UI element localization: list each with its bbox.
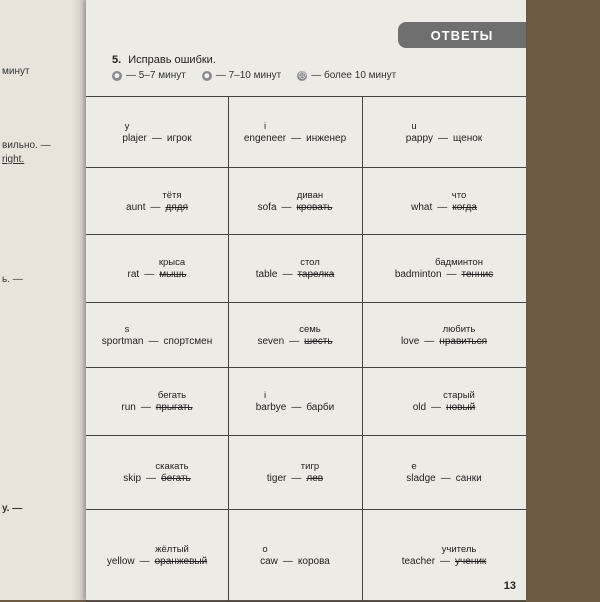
- table-cell: [228, 97, 362, 167]
- table-cell: [228, 234, 362, 302]
- crossed-out-translation: мышь: [159, 269, 187, 280]
- correction-text: бегать: [157, 390, 187, 401]
- correction-text: s: [124, 323, 130, 335]
- word-pair: [401, 336, 487, 347]
- task-heading: [112, 54, 216, 66]
- crossed-out-translation: шесть: [304, 335, 333, 347]
- english-word: plajer: [122, 133, 147, 144]
- correction-text: семь: [299, 323, 321, 335]
- correction-text: любить: [442, 323, 476, 335]
- crossed-out-translation: когда: [452, 201, 477, 213]
- english-word: seven: [257, 335, 285, 347]
- english-word: sportman: [101, 335, 144, 347]
- table-cell: [86, 367, 228, 435]
- correction-text: y: [124, 121, 130, 132]
- word-pair: [121, 402, 192, 413]
- translation: щенок: [453, 133, 483, 144]
- word-pair: [256, 402, 335, 413]
- left-text-line: ь. —: [2, 274, 23, 285]
- table-cell: [86, 234, 228, 302]
- dash-separator: —: [431, 402, 442, 413]
- crossed-out-translation: ученик: [455, 556, 487, 567]
- translation: игрок: [166, 133, 192, 144]
- column-divider: [228, 97, 229, 601]
- table-cell: [362, 435, 526, 509]
- crossed-out-translation: оранжевый: [154, 556, 208, 567]
- translation: корова: [297, 556, 330, 567]
- crossed-out-translation: теннис: [461, 269, 494, 280]
- table-cell: [362, 167, 526, 234]
- translation: спортсмен: [163, 335, 213, 347]
- crossed-out-translation: новый: [446, 402, 476, 413]
- table-cell: [228, 435, 362, 509]
- translation: санки: [455, 473, 482, 484]
- english-word: what: [411, 201, 433, 213]
- word-pair: [256, 269, 335, 280]
- table-row: [86, 234, 526, 303]
- timer-label: — более 10 минут: [311, 70, 397, 81]
- neutral-face-icon: ☻: [202, 70, 212, 80]
- correction-text: тигр: [300, 461, 320, 472]
- correction-text: e: [411, 461, 417, 472]
- smiley-face-icon: ☻: [112, 70, 122, 80]
- table-cell: [362, 367, 526, 435]
- correction-text: учитель: [441, 544, 477, 555]
- correction-text: жёлтый: [155, 544, 189, 555]
- left-text-line: right.: [2, 154, 25, 165]
- english-word: engeneer: [243, 133, 287, 144]
- english-word: rat: [127, 269, 140, 280]
- table-row: [86, 97, 526, 168]
- timer-hard: [297, 70, 396, 81]
- correction-text: старый: [443, 390, 475, 401]
- correction-text: бадминтон: [435, 257, 483, 268]
- left-text-line: минут: [2, 66, 30, 77]
- word-pair: [395, 269, 493, 280]
- word-pair: [123, 473, 191, 484]
- word-pair: [406, 473, 482, 484]
- table-cell: [86, 302, 228, 367]
- dash-separator: —: [437, 201, 448, 213]
- word-pair: [244, 133, 346, 144]
- crossed-out-translation: нравиться: [439, 335, 488, 347]
- word-pair: [122, 133, 191, 144]
- word-pair: [267, 473, 323, 484]
- crossed-out-translation: дядя: [165, 201, 188, 213]
- dash-separator: —: [291, 473, 302, 484]
- word-pair: [107, 556, 207, 567]
- table-cell: [362, 97, 526, 167]
- timers: [112, 70, 396, 81]
- dash-separator: —: [282, 556, 293, 567]
- answers-table: [86, 96, 526, 601]
- dash-separator: —: [281, 201, 292, 213]
- english-word: skip: [123, 473, 142, 484]
- english-word: old: [412, 402, 427, 413]
- word-pair: [413, 402, 476, 413]
- task-number: 5.: [112, 54, 122, 66]
- english-word: love: [400, 335, 420, 347]
- table-cell: [228, 302, 362, 367]
- crossed-out-translation: прыгать: [155, 402, 193, 413]
- dash-separator: —: [291, 402, 302, 413]
- timer-easy: [112, 70, 186, 81]
- table-row: [86, 302, 526, 368]
- english-word: teacher: [401, 556, 436, 567]
- sad-face-icon: ☹: [298, 70, 307, 80]
- table-cell: [228, 367, 362, 435]
- left-text-line: у. —: [2, 503, 23, 514]
- dash-separator: —: [282, 269, 293, 280]
- word-pair: [257, 336, 332, 347]
- dash-separator: —: [438, 133, 449, 144]
- left-text-line: вильно. —: [2, 140, 51, 151]
- dash-separator: —: [140, 402, 151, 413]
- dash-separator: —: [424, 335, 435, 347]
- timer-medium: [202, 70, 281, 81]
- dash-separator: —: [440, 556, 451, 567]
- table-cell: [362, 234, 526, 302]
- english-word: sofa: [257, 201, 277, 213]
- dash-separator: —: [139, 556, 150, 567]
- word-pair: [402, 556, 487, 567]
- english-word: aunt: [126, 201, 146, 213]
- translation: барби: [306, 402, 335, 413]
- correction-text: крыса: [158, 257, 186, 268]
- crossed-out-translation: лев: [306, 473, 324, 484]
- table-cell: [228, 167, 362, 234]
- table-cell: [86, 97, 228, 167]
- dash-separator: —: [440, 473, 451, 484]
- table-row: [86, 167, 526, 235]
- dash-separator: —: [446, 269, 457, 280]
- correction-text: i: [263, 121, 267, 132]
- correction-text: u: [411, 121, 417, 132]
- english-word: barbye: [255, 402, 287, 413]
- page-number: 13: [503, 580, 516, 592]
- dash-separator: —: [291, 133, 302, 144]
- task-title: Исправь ошибки.: [128, 54, 216, 66]
- table-cell: [228, 509, 362, 601]
- word-pair: [258, 202, 333, 213]
- word-pair: [128, 269, 187, 280]
- dash-separator: —: [148, 335, 159, 347]
- english-word: caw: [260, 556, 278, 567]
- correction-text: стол: [300, 257, 320, 268]
- english-word: table: [255, 269, 278, 280]
- word-pair: [126, 202, 188, 213]
- timer-label: — 7–10 минут: [215, 70, 282, 81]
- dash-separator: —: [150, 201, 161, 213]
- english-word: badminton: [394, 269, 442, 280]
- correction-text: что: [451, 189, 467, 201]
- english-word: sladge: [406, 473, 436, 484]
- dash-separator: —: [151, 133, 162, 144]
- english-word: run: [121, 402, 136, 413]
- crossed-out-translation: бегать: [161, 473, 191, 484]
- crossed-out-translation: кровать: [296, 201, 333, 213]
- dash-separator: —: [289, 335, 300, 347]
- crossed-out-translation: тарелка: [297, 269, 335, 280]
- table-cell: [86, 435, 228, 509]
- correction-text: тётя: [162, 189, 182, 201]
- timer-label: — 5–7 минут: [126, 70, 186, 81]
- dash-separator: —: [146, 473, 157, 484]
- table-row: [86, 509, 526, 602]
- table-row: [86, 435, 526, 510]
- word-pair: [102, 336, 212, 347]
- english-word: yellow: [106, 556, 135, 567]
- correction-text: скакать: [155, 461, 189, 472]
- correction-text: i: [263, 390, 267, 401]
- table-cell: [86, 509, 228, 601]
- word-pair: [406, 133, 482, 144]
- english-word: tiger: [266, 473, 287, 484]
- table-row: [86, 367, 526, 436]
- correction-text: диван: [296, 189, 324, 201]
- word-pair: [411, 202, 477, 213]
- correction-text: o: [262, 544, 268, 555]
- translation: инженер: [306, 133, 347, 144]
- table-cell: [362, 302, 526, 367]
- word-pair: [260, 556, 330, 567]
- dash-separator: —: [144, 269, 155, 280]
- answers-page: [86, 0, 526, 600]
- column-divider: [362, 97, 363, 601]
- answers-badge: ОТВЕТЫ: [398, 22, 526, 48]
- table-cell: [362, 509, 526, 601]
- table-cell: [86, 167, 228, 234]
- english-word: pappy: [405, 133, 434, 144]
